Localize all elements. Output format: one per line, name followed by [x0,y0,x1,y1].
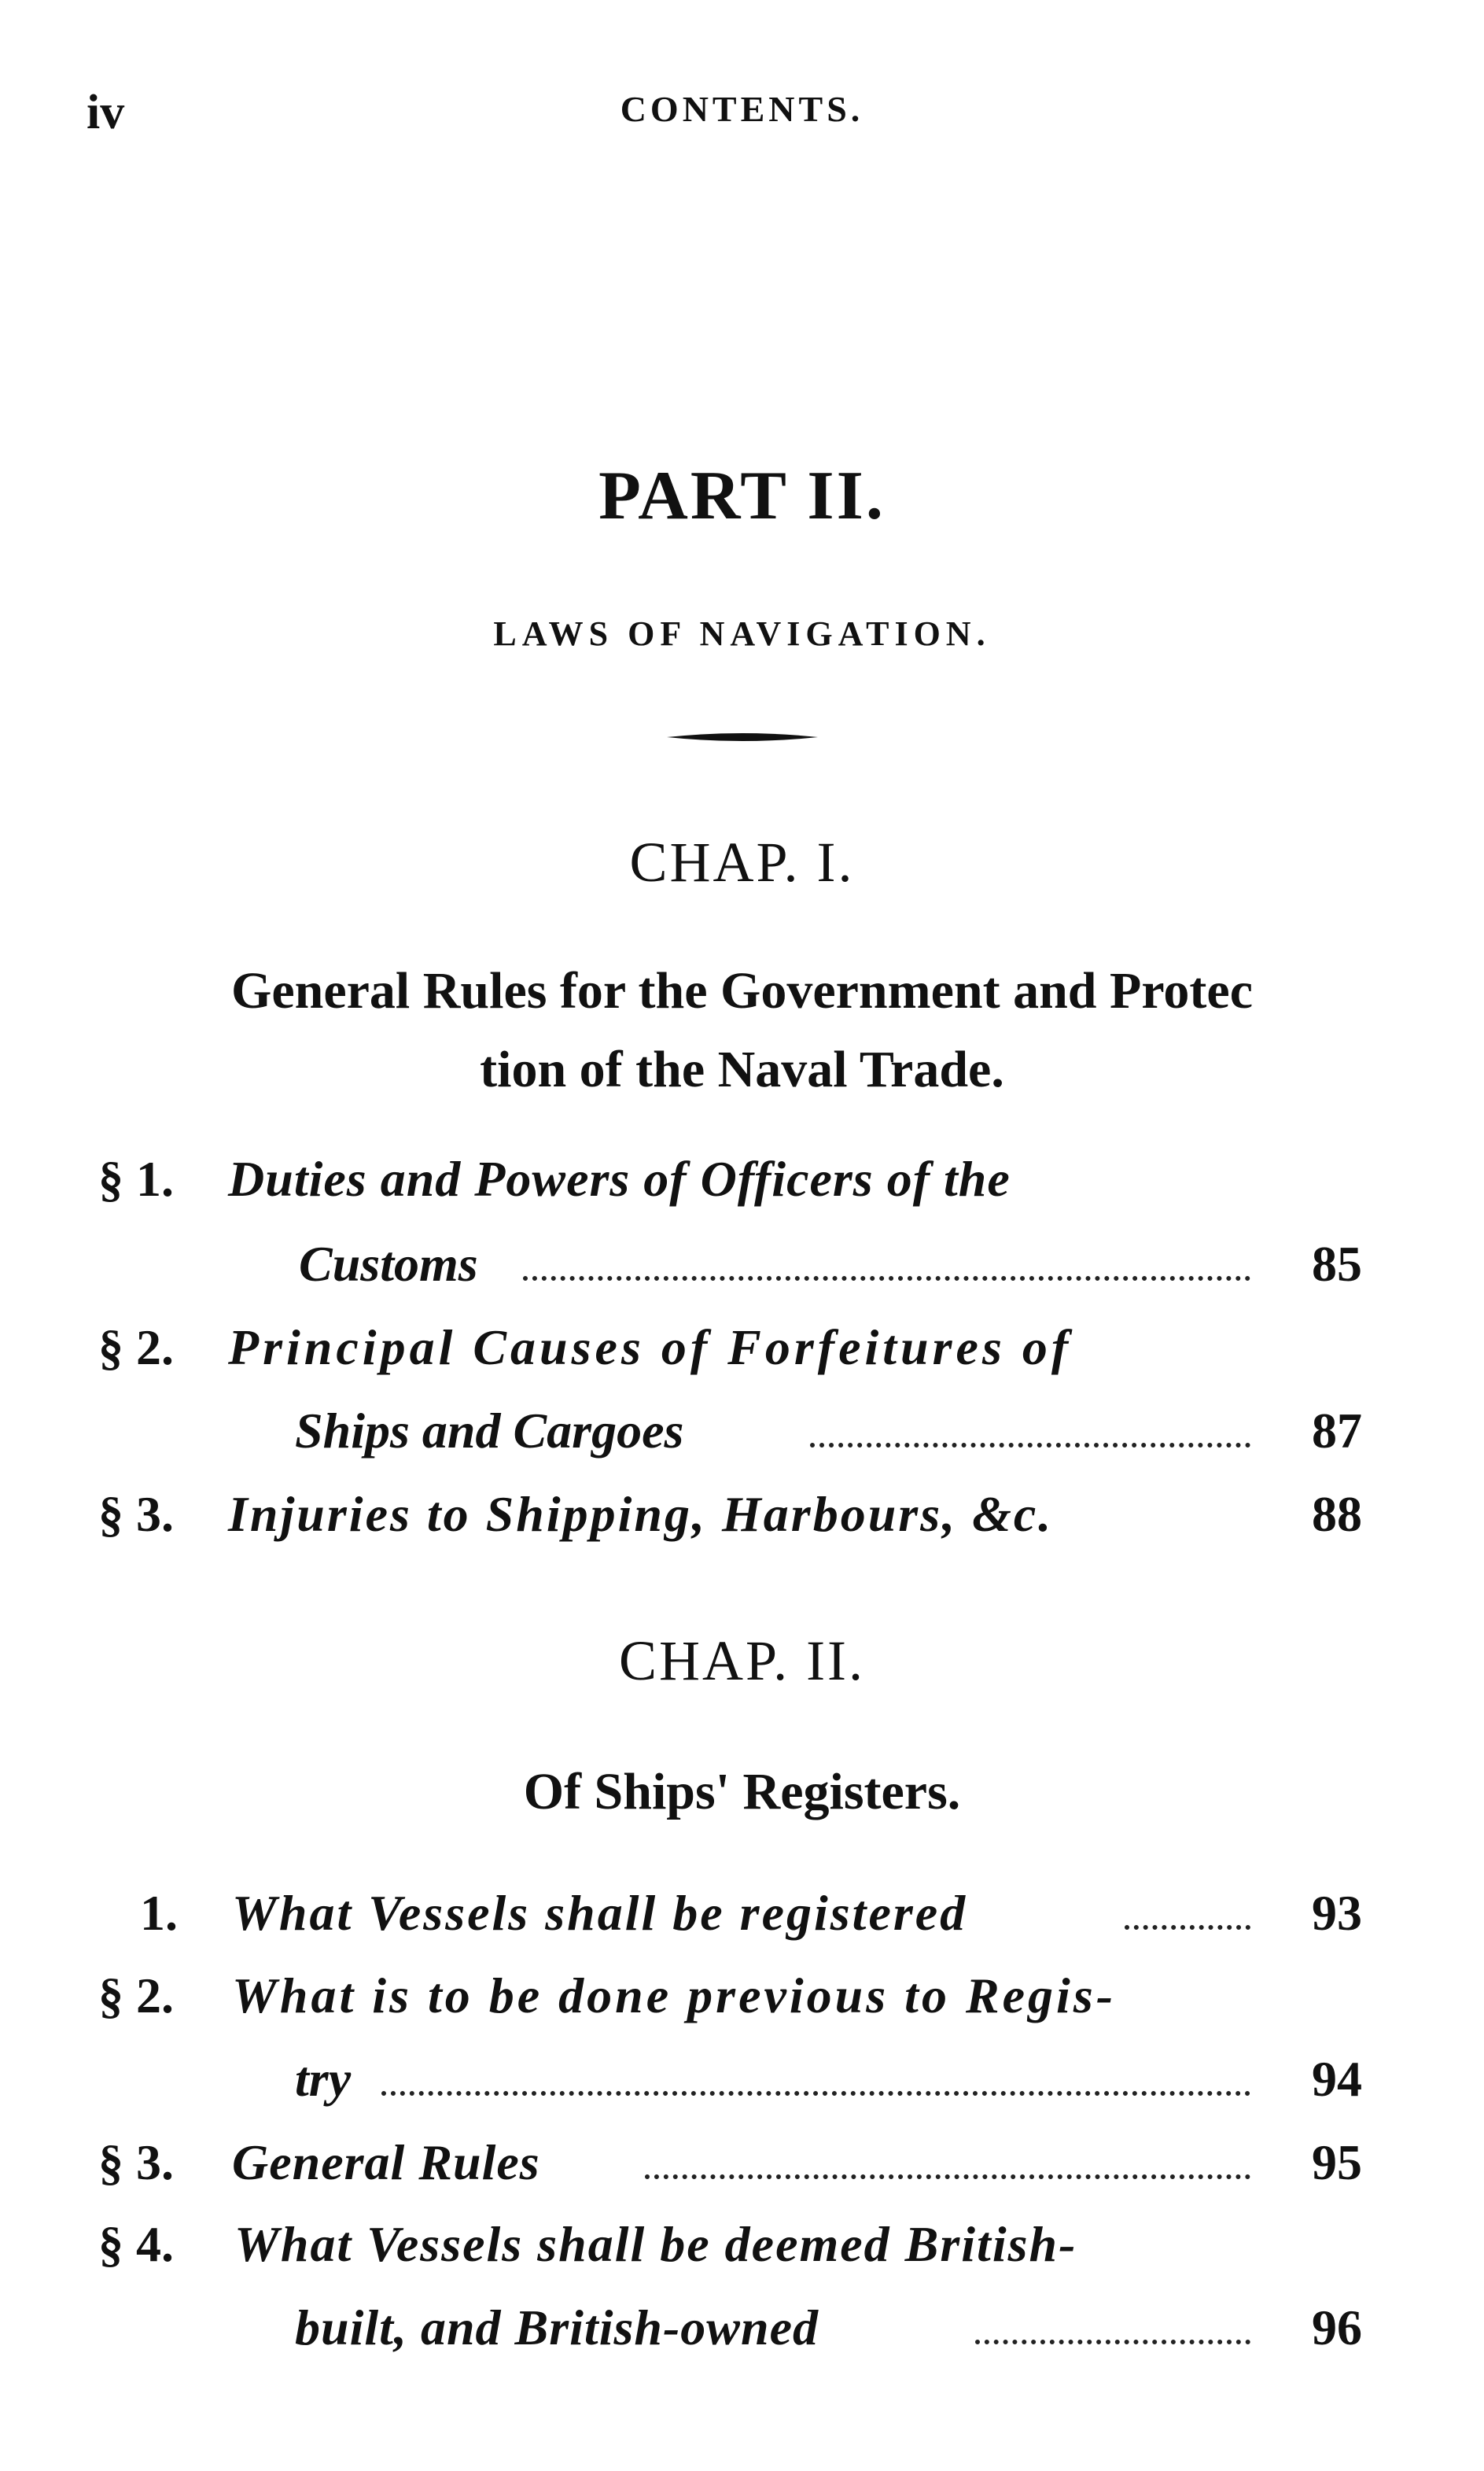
entry-title: What is to be done previous to Regis- [232,1968,1117,2023]
toc-entry-continuation[interactable] [0,2050,1484,2132]
entry-title: Injuries to Shipping, Harbours, &c. [228,1486,1054,1542]
entry-title: What Vessels shall be registered [232,1885,968,1941]
entry-title: Customs [299,1236,478,1292]
entry-title: Principal Causes of Forfeitures of [228,1319,1073,1375]
section-mark: § 1. [98,1151,174,1207]
section-mark: § 4. [98,2216,174,2272]
entry-title: try [295,2051,352,2107]
page-reference: 95 [1312,2134,1362,2190]
running-title: CONTENTS. [620,89,864,129]
page-reference: 93 [1312,1885,1362,1941]
dot-leader [975,2340,1250,2344]
toc-entry[interactable] [0,2215,1484,2297]
chapter-title: CHAP. I. [629,831,855,894]
section-mark: § 3. [98,1486,174,1542]
page-reference: 96 [1312,2300,1362,2355]
toc-entry-continuation[interactable] [0,2299,1484,2381]
entry-title: What Vessels shall be deemed British- [234,2216,1077,2272]
toc-entry-continuation[interactable] [0,1235,1484,1317]
part-subtitle: LAWS OF NAVIGATION. [493,614,991,653]
dot-leader [1125,1925,1250,1930]
page-number: iv [87,86,125,139]
part-title: PART II. [598,458,886,534]
page-reference: 88 [1312,1486,1362,1542]
section-mark: § 3. [98,2134,174,2190]
toc-entry-continuation[interactable] [0,1402,1484,1484]
section-mark: § 2. [98,1968,174,2023]
chapter-heading-line: tion of the Naval Trade. [480,1041,1004,1098]
toc-entry[interactable] [0,1318,1484,1400]
dot-leader [523,1276,1250,1281]
section-mark: 1. [140,1885,178,1941]
dot-leader [810,1443,1250,1448]
page-reference: 85 [1312,1236,1362,1292]
chapter-heading-line: Of Ships' Registers. [523,1763,961,1820]
entry-title: Ships and Cargoes [295,1403,684,1459]
entry-title: General Rules [232,2134,540,2190]
chapter-heading [0,952,1484,1109]
page-reference: 87 [1312,1403,1362,1459]
dot-leader [381,2091,1250,2096]
dot-leader [645,2174,1250,2179]
chapter-heading [0,1753,1484,1831]
chapter-title: CHAP. II. [618,1629,866,1692]
toc-entry[interactable] [0,2134,1484,2215]
chapter-heading-line: General Rules for the Government and Protec [231,962,1253,1020]
toc-entry[interactable] [0,1884,1484,1966]
entry-title: Duties and Powers of Officers of the [228,1151,1011,1207]
ornament-divider-icon [0,728,1484,751]
entry-title: built, and British-owned [295,2300,819,2355]
toc-entry[interactable] [0,1150,1484,1232]
toc-entry[interactable] [0,1967,1484,2049]
section-mark: § 2. [98,1319,174,1375]
page-reference: 94 [1312,2051,1362,2107]
toc-entry[interactable] [0,1485,1484,1567]
